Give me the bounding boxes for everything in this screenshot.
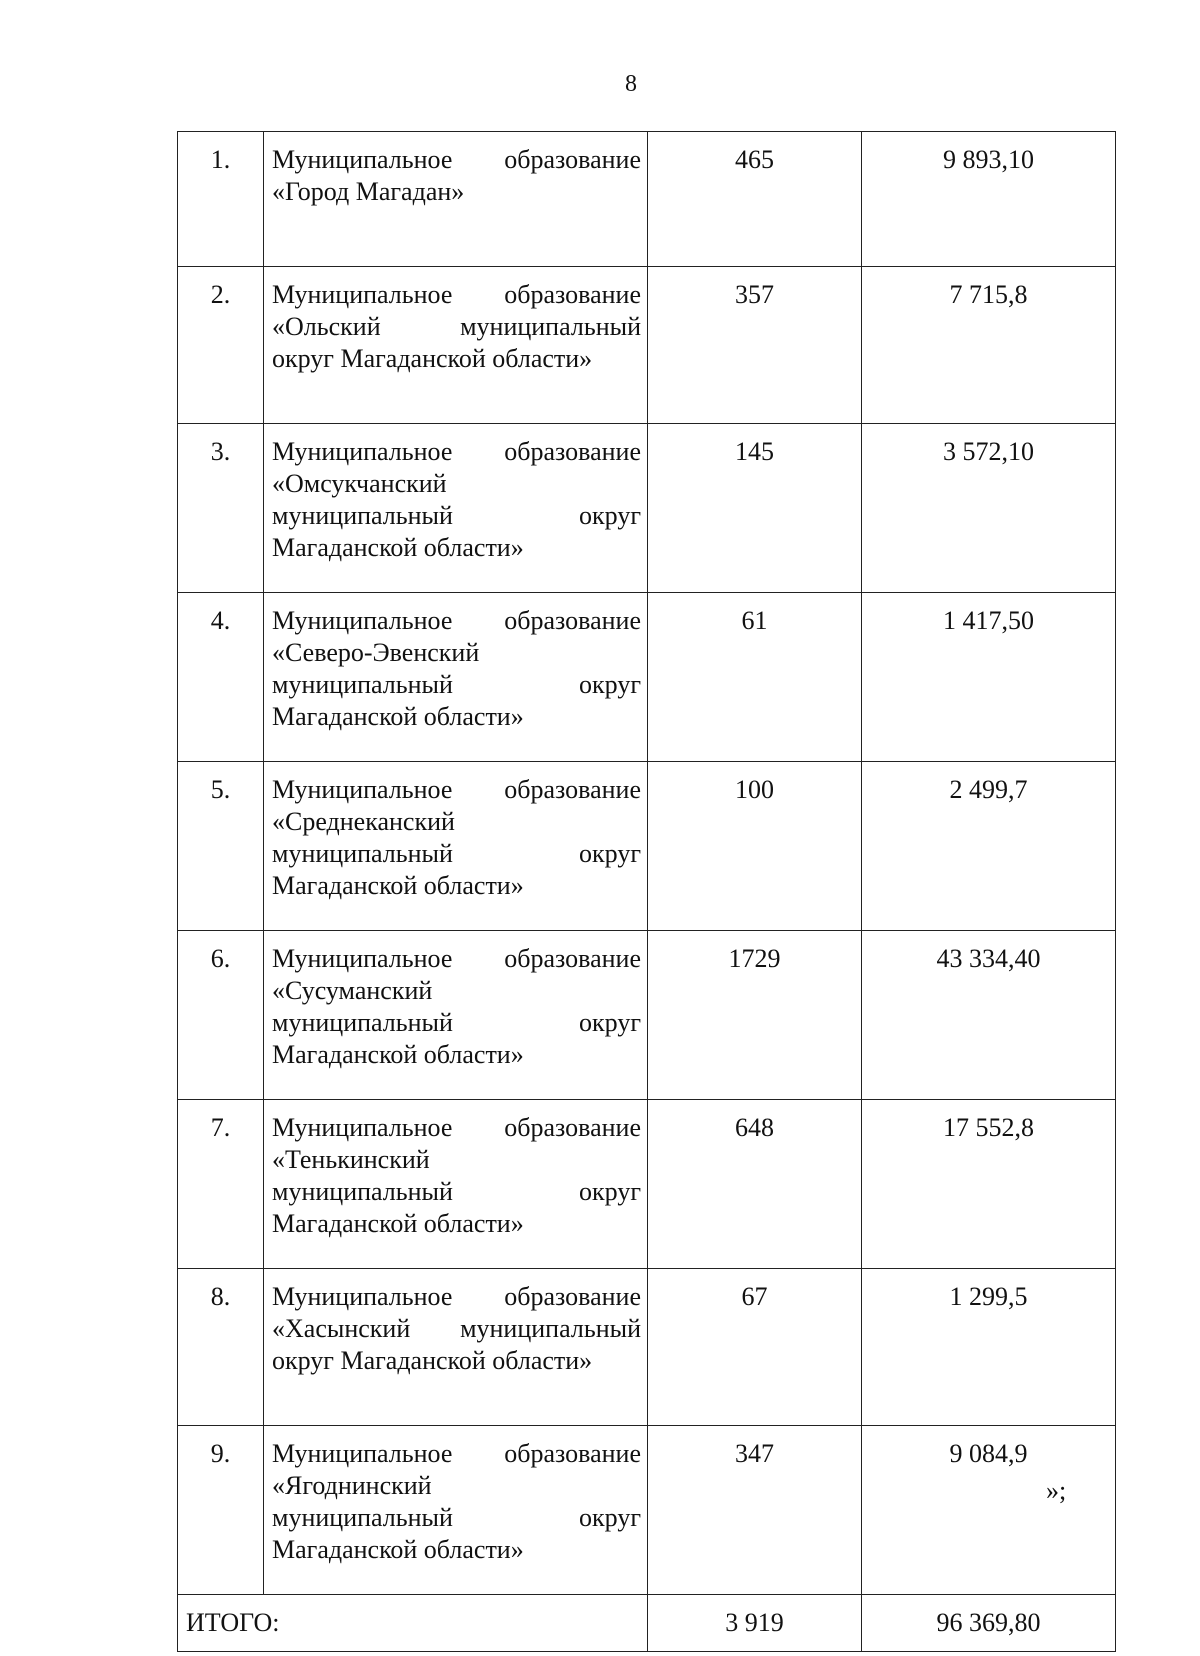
total-row [178, 1595, 1116, 1652]
municipality-name-line: «Город Магадан» [272, 177, 465, 206]
row-number: 2. [178, 267, 264, 424]
municipality-name-line: Муниципальное образование [272, 944, 641, 973]
municipality-name-line: округ Магаданской области» [272, 344, 593, 373]
table-row [178, 424, 1116, 593]
municipality-name-line: Магаданской области» [272, 1040, 524, 1069]
total-count: 3 919 [648, 1595, 862, 1652]
allocation-table [177, 131, 1116, 1652]
municipality-name-line: Муниципальное образование [272, 606, 641, 635]
recipient-count: 357 [648, 267, 862, 424]
municipality-name [264, 424, 648, 593]
row-number: 4. [178, 593, 264, 762]
closing-quote-mark: »; [1046, 1476, 1067, 1505]
municipality-name-line: округ Магаданской области» [272, 1346, 593, 1375]
municipality-name-line: Муниципальное образование [272, 775, 641, 804]
municipality-name-line: Магаданской области» [272, 1209, 524, 1238]
amount-value: 9 893,10 [862, 132, 1116, 267]
municipality-name [264, 1269, 648, 1426]
recipient-count: 145 [648, 424, 862, 593]
municipality-name [264, 132, 648, 267]
recipient-count: 648 [648, 1100, 862, 1269]
municipality-name-line: Муниципальное образование [272, 1113, 641, 1142]
municipality-name-line: Магаданской области» [272, 871, 524, 900]
municipality-name-line: муниципальный округ [272, 1008, 641, 1037]
row-number: 5. [178, 762, 264, 931]
row-number: 7. [178, 1100, 264, 1269]
municipality-name-line: Муниципальное образование [272, 437, 641, 466]
table-row [178, 593, 1116, 762]
amount-value: 9 084,9 [862, 1426, 1116, 1595]
row-number: 3. [178, 424, 264, 593]
recipient-count: 100 [648, 762, 862, 931]
table-row [178, 931, 1116, 1100]
table-row [178, 267, 1116, 424]
recipient-count: 465 [648, 132, 862, 267]
municipality-name-line: Муниципальное образование [272, 1439, 641, 1468]
table-row [178, 1269, 1116, 1426]
total-amount: 96 369,80 [862, 1595, 1116, 1652]
municipality-name [264, 931, 648, 1100]
municipality-name-line: муниципальный округ [272, 839, 641, 868]
municipality-name [264, 593, 648, 762]
amount-value: 1 417,50 [862, 593, 1116, 762]
municipality-name-line: Муниципальное образование [272, 145, 641, 174]
municipality-name-line: Магаданской области» [272, 702, 524, 731]
amount-value: 1 299,5 [862, 1269, 1116, 1426]
municipality-name-line: «Среднеканский [272, 807, 455, 836]
table-row [178, 1100, 1116, 1269]
recipient-count: 67 [648, 1269, 862, 1426]
municipality-name-line: муниципальный округ [272, 501, 641, 530]
municipality-name-line: «Ягоднинский [272, 1471, 432, 1500]
row-number: 8. [178, 1269, 264, 1426]
recipient-count: 61 [648, 593, 862, 762]
row-number: 6. [178, 931, 264, 1100]
amount-value: 2 499,7 [862, 762, 1116, 931]
amount-value: 7 715,8 [862, 267, 1116, 424]
municipality-name-line: «Северо-Эвенский [272, 638, 480, 667]
page-number: 8 [625, 71, 637, 97]
municipality-name [264, 267, 648, 424]
amount-value: 43 334,40 [862, 931, 1116, 1100]
municipality-name [264, 762, 648, 931]
municipality-name-line: Магаданской области» [272, 533, 524, 562]
municipality-name-line: муниципальный округ [272, 1503, 641, 1532]
table-row [178, 132, 1116, 267]
municipality-name-line: Муниципальное образование [272, 1282, 641, 1311]
municipality-name-line: муниципальный округ [272, 670, 641, 699]
recipient-count: 1729 [648, 931, 862, 1100]
municipality-name-line: «Омсукчанский [272, 469, 447, 498]
table-row [178, 762, 1116, 931]
row-number: 1. [178, 132, 264, 267]
amount-value: 3 572,10 [862, 424, 1116, 593]
municipality-name-line: «Тенькинский [272, 1145, 430, 1174]
municipality-name-line: муниципальный округ [272, 1177, 641, 1206]
municipality-name-line: Магаданской области» [272, 1535, 524, 1564]
municipality-name-line: «Хасынский муниципальный [272, 1314, 641, 1343]
table-body [178, 132, 1116, 1652]
recipient-count: 347 [648, 1426, 862, 1595]
municipality-name [264, 1100, 648, 1269]
municipality-name-line: «Ольский муниципальный [272, 312, 641, 341]
municipality-name-line: Муниципальное образование [272, 280, 641, 309]
row-number: 9. [178, 1426, 264, 1595]
amount-value: 17 552,8 [862, 1100, 1116, 1269]
table-row [178, 1426, 1116, 1595]
municipality-name-line: «Сусуманский [272, 976, 433, 1005]
total-label: ИТОГО: [178, 1595, 648, 1652]
municipality-name [264, 1426, 648, 1595]
